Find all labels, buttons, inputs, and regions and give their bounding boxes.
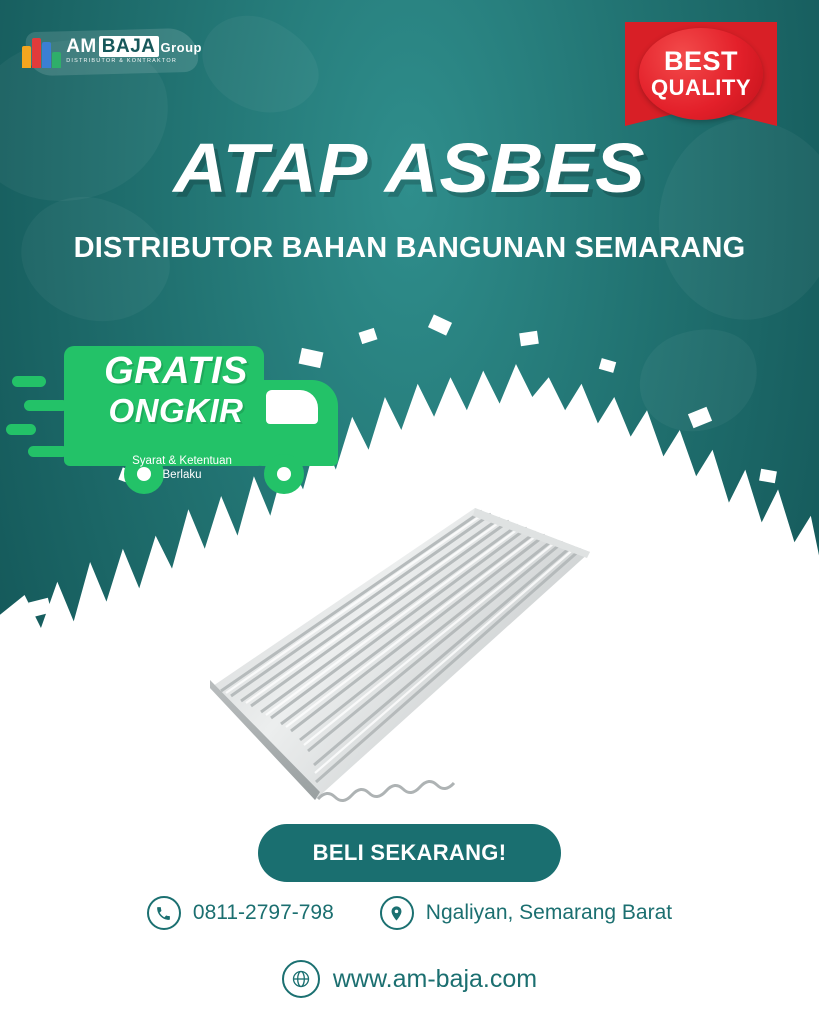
speed-line [12, 376, 46, 387]
promo-terms-line2: Berlaku [162, 469, 202, 482]
logo-wordmark [66, 37, 202, 65]
promo-terms [92, 454, 272, 483]
phone-icon [147, 896, 181, 930]
globe-icon [282, 960, 320, 998]
paper-fleck [688, 407, 712, 428]
speed-line [6, 424, 36, 435]
page-title: ATAP ASBES [173, 129, 646, 207]
best-quality-badge [625, 22, 777, 132]
badge-line2: QUALITY [650, 74, 752, 100]
badge-circle [639, 28, 763, 120]
paper-fleck [759, 469, 777, 484]
paper-fleck [428, 314, 452, 335]
contact-row [0, 896, 819, 930]
promo-line2: ONGKIR [108, 392, 244, 429]
texture-blob [187, 0, 334, 131]
location-pin-icon [380, 896, 414, 930]
page-subtitle: DISTRIBUTOR BAHAN BANGUNAN SEMARANG [73, 232, 746, 264]
website-url: www.am-baja.com [332, 964, 538, 993]
free-shipping-truck [6, 338, 346, 508]
brand-logo[interactable] [22, 24, 202, 78]
phone-number: 0811-2797-798 [192, 901, 334, 924]
product-image [190, 500, 630, 810]
paper-fleck [599, 358, 616, 373]
paper-fleck [359, 328, 378, 344]
phone-contact[interactable] [147, 896, 334, 930]
address-contact[interactable] [380, 896, 672, 930]
logo-tagline: DISTRIBUTOR & KONTRAKTOR [66, 58, 178, 65]
paper-fleck [519, 331, 539, 346]
badge-line1: BEST [663, 45, 738, 76]
logo-mark-icon [22, 34, 59, 68]
logo-am: AM [66, 36, 97, 58]
speed-line [28, 446, 68, 457]
corrugated-asbestos-roof-sheet-icon [190, 500, 630, 810]
website-row[interactable] [0, 960, 819, 998]
promo-terms-line1: Syarat & Ketentuan [132, 455, 232, 467]
promo-text [66, 352, 286, 431]
speed-line [24, 400, 68, 411]
promo-line1: GRATIS [104, 350, 248, 392]
logo-baja: BAJA [99, 36, 159, 57]
beli-sekarang-button[interactable]: BELI SEKARANG! [258, 824, 561, 882]
address-text: Ngaliyan, Semarang Barat [425, 901, 673, 924]
logo-group: Group [160, 40, 202, 56]
